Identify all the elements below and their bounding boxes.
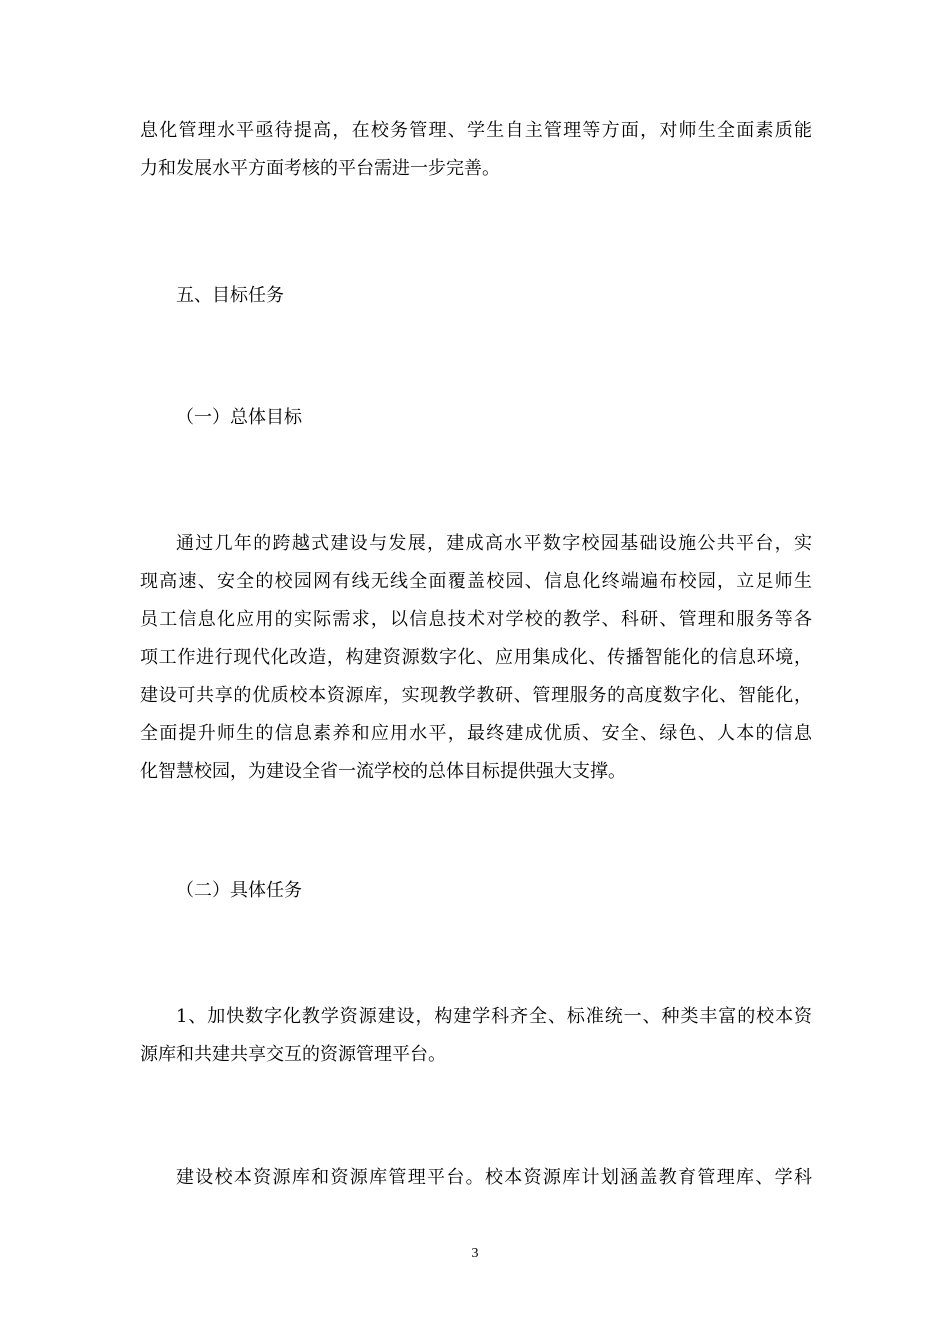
text-line: 力和发展水平方面考核的平台需进一步完善。 [140,158,500,179]
text-line: 建设可共享的优质校本资源库，实现教学教研、管理服务的高度数字化、智能化， [140,685,812,706]
text-line: 通过几年的跨越式建设与发展，建成高水平数字校园基础设施公共平台，实 [176,533,812,554]
intro-paragraph [140,112,812,188]
text-line: 建设校本资源库和资源库管理平台。校本资源库计划涵盖教育管理库、学科 [176,1167,812,1188]
section-heading [140,284,812,308]
text-line: 员工信息化应用的实际需求，以信息技术对学校的教学、科研、管理和服务等各 [140,609,812,630]
subsection-heading [140,406,812,430]
text-line: 项工作进行现代化改造，构建资源数字化、应用集成化、传播智能化的信息环境， [140,647,812,668]
text-line: 全面提升师生的信息素养和应用水平，最终建成优质、安全、绿色、人本的信息 [140,723,812,744]
text-line: 化智慧校园，为建设全省一流学校的总体目标提供强大支撑。 [140,761,626,782]
task-one-paragraph [140,998,812,1074]
subsection-two-heading: （二）具体任务 [176,880,302,901]
text-line: 1、加快数字化教学资源建设，构建学科齐全、标准统一、种类丰富的校本资 [176,1006,812,1027]
text-line: 源库和共建共享交互的资源管理平台。 [140,1044,446,1065]
subsection-heading [140,879,812,903]
page-number: 3 [471,1246,479,1261]
section-five-heading: 五、目标任务 [176,285,284,306]
subsection-one-heading: （一）总体目标 [176,407,302,428]
text-line: 现高速、安全的校园网有线无线全面覆盖校园、信息化终端遍布校园，立足师生 [140,571,812,592]
text-line: 息化管理水平亟待提高，在校务管理、学生自主管理等方面，对师生全面素质能 [140,120,812,141]
task-one-detail-paragraph [140,1159,812,1197]
overall-goal-paragraph [140,525,812,791]
